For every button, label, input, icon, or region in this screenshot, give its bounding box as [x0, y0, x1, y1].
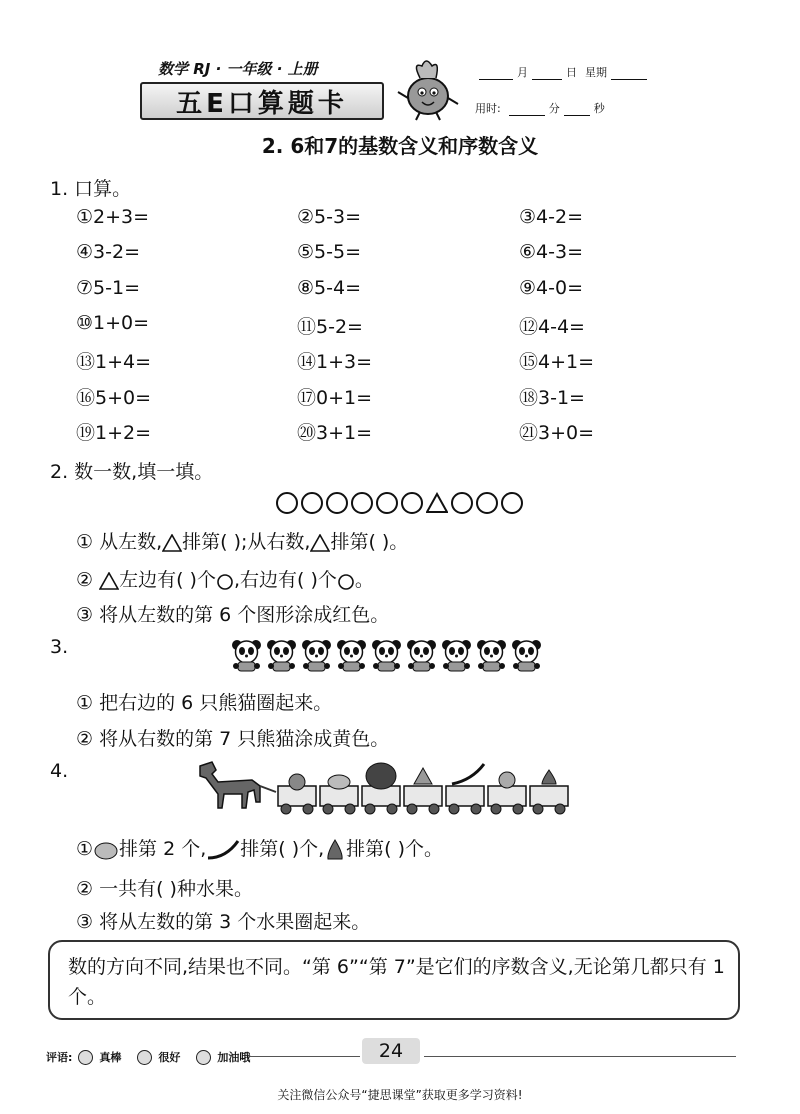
- banana-icon: [206, 838, 240, 862]
- q2-line2-a: ②: [76, 569, 94, 591]
- footer-divider-left: [250, 1056, 360, 1057]
- triangle-icon: [99, 572, 119, 590]
- q2-line1: [76, 527, 408, 554]
- date-field[interactable]: [475, 64, 651, 80]
- q1-equation[interactable]: ⑲1+2=: [76, 421, 152, 444]
- circle-shape: [276, 492, 298, 514]
- circle-shape: [326, 492, 348, 514]
- orange-icon: [499, 772, 515, 788]
- q1-equation[interactable]: ⑤5-5=: [297, 241, 361, 264]
- q1-equation[interactable]: ⑨4-0=: [519, 276, 583, 299]
- q3-line1: ① 把右边的 6 只熊猫圈起来。: [76, 692, 333, 714]
- circle-shape: [301, 492, 323, 514]
- panda-icon: [475, 638, 508, 672]
- q1-equation[interactable]: ⑮4+1=: [519, 351, 595, 374]
- time-field[interactable]: [475, 100, 605, 116]
- cheer-face-icon: [196, 1050, 211, 1065]
- pineapple-icon: [414, 768, 432, 784]
- q1-equation[interactable]: ⑱3-1=: [519, 386, 585, 409]
- rating-label: 评语:: [46, 1051, 73, 1064]
- horse-cart-illustration: [190, 756, 590, 820]
- q4-answer-banana[interactable]: 排第( )个,: [240, 838, 325, 860]
- panda-icon: [510, 638, 543, 672]
- q1-equation[interactable]: ⑪5-2=: [297, 315, 363, 338]
- q4-heading: 4.: [50, 760, 69, 782]
- q1-equation[interactable]: ⑳3+1=: [297, 421, 373, 444]
- q4-line1-a: ①: [76, 838, 94, 860]
- q1-equation[interactable]: ⑯5+0=: [76, 386, 152, 409]
- q1-equation[interactable]: ⑫4-4=: [519, 315, 585, 338]
- horse-icon: [200, 762, 276, 808]
- cart-train: [278, 786, 568, 806]
- pear-icon: [324, 837, 346, 863]
- triangle-shape: [426, 492, 448, 514]
- q1-equation[interactable]: ⑭1+3=: [297, 351, 373, 374]
- page-number: 24: [362, 1038, 420, 1064]
- minute-label: 分: [548, 102, 560, 115]
- q4-line1: [76, 834, 443, 863]
- q1-equation[interactable]: ⑬1+4=: [76, 351, 152, 374]
- second-label: 秒: [593, 102, 605, 115]
- q1-equation[interactable]: ④3-2=: [76, 241, 140, 264]
- shape-row: [276, 492, 523, 514]
- circle-icon: [337, 572, 355, 590]
- mascot-icon: [392, 52, 462, 122]
- bottom-note: 关注微信公众号“捷思课堂”获取更多学习资料!: [277, 1088, 523, 1102]
- rating-row: [46, 1049, 250, 1065]
- circle-shape: [451, 492, 473, 514]
- time-label: 用时:: [475, 102, 501, 115]
- good-face-icon: [137, 1050, 152, 1065]
- pear-icon: [542, 770, 556, 784]
- q2-answer-left[interactable]: 排第( );从右数,: [182, 531, 311, 553]
- q4-line2[interactable]: ② 一共有( )种水果。: [76, 878, 253, 900]
- q2-line2: [76, 565, 374, 592]
- triangle-icon: [162, 534, 182, 552]
- panda-row: [230, 638, 543, 672]
- weekday-label: 星期: [585, 66, 607, 79]
- q1-equation[interactable]: ⑰0+1=: [297, 386, 373, 409]
- circle-icon: [216, 572, 234, 590]
- page-title: 2. 6和7的基数含义和序数含义: [261, 134, 539, 158]
- watermelon-icon: [366, 763, 396, 789]
- q2-answer-left-count[interactable]: 左边有( )个: [119, 569, 216, 591]
- q2-answer-right[interactable]: 排第( )。: [330, 531, 409, 553]
- q2-line3: ③ 将从左数的第 6 个图形涂成红色。: [76, 604, 390, 626]
- circle-shape: [501, 492, 523, 514]
- day-label: 日: [566, 66, 577, 79]
- q4-line1-b: 排第 2 个,: [119, 838, 207, 860]
- q2-heading: 2. 数一数,填一填。: [50, 461, 214, 483]
- circle-shape: [476, 492, 498, 514]
- peach-icon: [328, 775, 350, 789]
- q3-heading: 3.: [50, 636, 69, 658]
- brand-title: 五E口算题卡: [140, 82, 384, 120]
- series-line: 数学 RJ · 一年级 · 上册: [158, 60, 318, 78]
- q4-line3: ③ 将从左数的第 3 个水果圈起来。: [76, 911, 371, 933]
- panda-icon: [265, 638, 298, 672]
- peach-icon: [93, 839, 119, 861]
- q1-equation[interactable]: ⑥4-3=: [519, 241, 583, 264]
- q1-equation[interactable]: ③4-2=: [519, 206, 583, 228]
- circle-shape: [401, 492, 423, 514]
- panda-icon: [440, 638, 473, 672]
- note-text: 数的方向不同,结果也不同。“第 6”“第 7”是它们的序数含义,无论第几都只有 1 个。: [68, 956, 725, 1008]
- circle-shape: [376, 492, 398, 514]
- panda-icon: [300, 638, 333, 672]
- q1-equation[interactable]: ⑧5-4=: [297, 276, 361, 299]
- q1-equation[interactable]: ②5-3=: [297, 206, 361, 228]
- q2-line2-d: 。: [354, 569, 374, 591]
- panda-icon: [370, 638, 403, 672]
- month-label: 月: [517, 66, 528, 79]
- q2-answer-right-count[interactable]: ,右边有( )个: [233, 569, 337, 591]
- panda-icon: [405, 638, 438, 672]
- panda-icon: [335, 638, 368, 672]
- q1-equation[interactable]: ㉑3+0=: [519, 421, 595, 444]
- panda-icon: [230, 638, 263, 672]
- footer-divider-right: [424, 1056, 736, 1057]
- apple-icon: [289, 774, 305, 790]
- banana-icon: [452, 764, 484, 784]
- q4-answer-pear[interactable]: 排第( )个。: [346, 838, 444, 860]
- great-face-icon: [78, 1050, 93, 1065]
- q1-heading: 1. 口算。: [50, 178, 132, 200]
- q1-equation[interactable]: ⑦5-1=: [76, 276, 140, 299]
- q2-line1-a: ① 从左数,: [76, 531, 163, 553]
- q1-equation[interactable]: ①2+3=: [76, 206, 150, 228]
- circle-shape: [351, 492, 373, 514]
- q3-line2: ② 将从右数的第 7 只熊猫涂成黄色。: [76, 728, 390, 750]
- rate-cheer: 加油哦: [217, 1051, 251, 1064]
- q1-equation[interactable]: ⑩1+0=: [76, 311, 150, 334]
- rate-great: 真棒: [99, 1051, 122, 1064]
- triangle-icon: [310, 534, 330, 552]
- rate-good: 很好: [158, 1051, 181, 1064]
